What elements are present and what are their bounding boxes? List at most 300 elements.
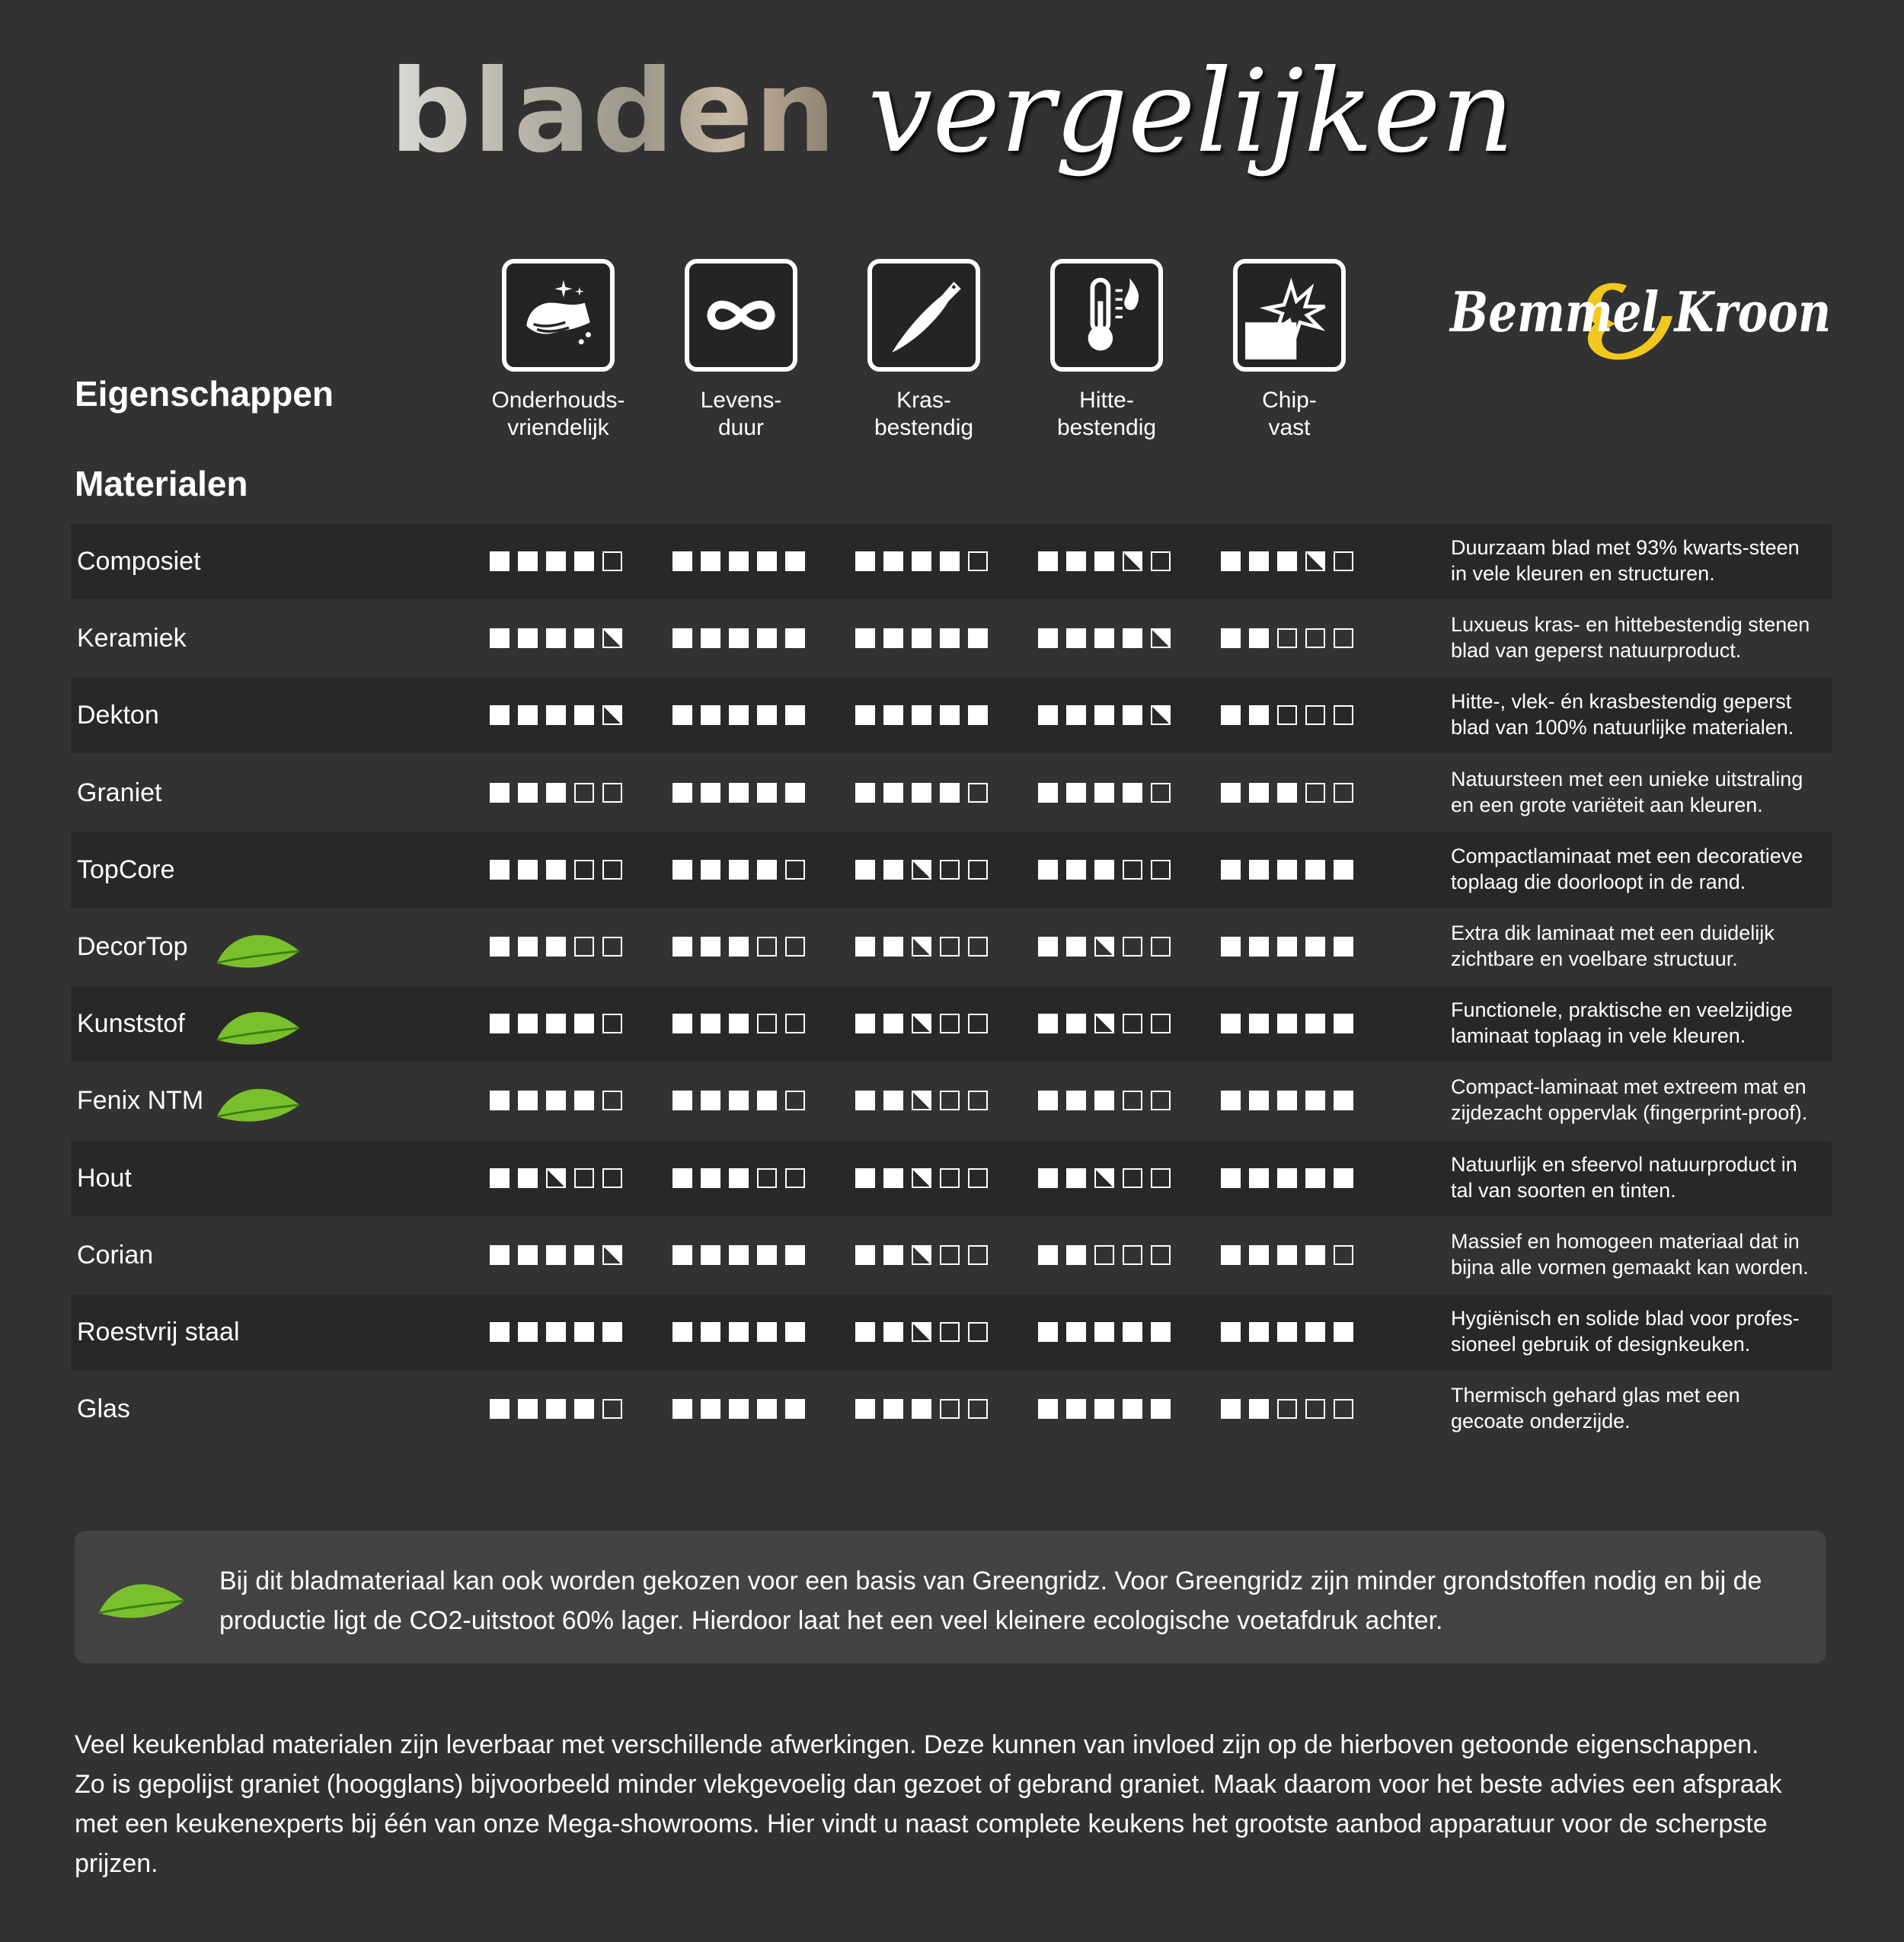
rating-square-full xyxy=(518,1168,538,1188)
rating-square-empty xyxy=(602,783,622,803)
rating-square-full xyxy=(785,783,805,803)
rating-square-full xyxy=(1249,1168,1269,1188)
rating-square-empty xyxy=(940,1245,960,1265)
rating-square-empty xyxy=(1334,705,1353,725)
rating-square-full xyxy=(883,1245,903,1265)
table-row xyxy=(71,601,1832,676)
rating-square-full xyxy=(968,705,988,725)
rating-square-empty xyxy=(940,1091,960,1110)
rating-square-empty xyxy=(574,1168,594,1188)
rating-square-full xyxy=(518,1322,538,1342)
material-description xyxy=(1451,1305,1832,1357)
rating-square-full xyxy=(1094,783,1114,803)
rating-square-full xyxy=(883,1322,903,1342)
rating-square-full xyxy=(1123,705,1142,725)
cleaning-hand-icon xyxy=(502,259,615,372)
rating-square-full xyxy=(1038,860,1058,880)
table-row xyxy=(71,1295,1832,1370)
rating-square-full xyxy=(912,783,931,803)
footer-paragraph xyxy=(75,1725,1842,1883)
rating-square-empty xyxy=(1151,1245,1171,1265)
leaf-icon xyxy=(214,1075,302,1126)
rating-square-full xyxy=(672,1245,692,1265)
title-part-vergelijken: vergelijken xyxy=(867,46,1515,178)
description-line-1: Natuurlijk en sfeervol natuurproduct in xyxy=(1451,1152,1797,1176)
rating-square-full xyxy=(729,1014,749,1033)
rating-square-full xyxy=(883,783,903,803)
rating-square-empty xyxy=(574,860,594,880)
property-label-line2: duur xyxy=(717,415,765,440)
rating-square-full xyxy=(1038,551,1058,571)
rating-square-full xyxy=(1249,1014,1269,1033)
rating-square-full xyxy=(1305,937,1325,957)
rating-square-full xyxy=(855,628,875,648)
rating-square-empty xyxy=(1151,1168,1171,1188)
rating-square-full xyxy=(1305,1168,1325,1188)
rating-square-full xyxy=(672,705,692,725)
rating-square-full xyxy=(883,551,903,571)
rating-square-full xyxy=(701,1322,720,1342)
rating-square-full xyxy=(855,1399,875,1419)
rating-square-empty xyxy=(1151,783,1171,803)
material-name: Keramiek xyxy=(77,624,187,653)
rating-square-empty xyxy=(757,1168,777,1188)
rating-square-full xyxy=(1249,860,1269,880)
rating-square-full xyxy=(546,1245,566,1265)
rating-square-full xyxy=(855,1168,875,1188)
description-line-1: Natuursteen met een unieke uitstraling xyxy=(1451,767,1803,791)
rating-square-empty xyxy=(1151,937,1171,957)
rating-square-full xyxy=(940,628,960,648)
rating-square-full xyxy=(490,1322,510,1342)
rating-square-empty xyxy=(1123,1014,1142,1033)
rating-square-full xyxy=(1123,783,1142,803)
rating-square-full xyxy=(757,1399,777,1419)
rating-square-empty xyxy=(785,1168,805,1188)
rating-square-empty xyxy=(785,1091,805,1110)
thermometer-flame-icon xyxy=(1050,259,1163,372)
rating-square-full xyxy=(1221,705,1241,725)
rating-square-full xyxy=(1038,1245,1058,1265)
rating-square-full xyxy=(883,705,903,725)
property-label-line2: bestendig xyxy=(874,415,974,440)
rating-square-full xyxy=(672,783,692,803)
note-line-2: productie ligt de CO2-uitstoot 60% lager. Hierdoor laat het een veel kleinere ecologische voetafdruk achter. xyxy=(219,1606,1443,1635)
rating-square-full xyxy=(1277,1322,1297,1342)
rating-square-full xyxy=(1305,1014,1325,1033)
description-line-1: Hitte-, vlek- én krasbestendig geperst xyxy=(1451,690,1792,714)
rating-square-full xyxy=(1277,783,1297,803)
properties-heading: Eigenschappen xyxy=(75,374,334,414)
rating-square-full xyxy=(729,1245,749,1265)
rating-square-empty xyxy=(1123,860,1142,880)
rating-square-full xyxy=(1305,1245,1325,1265)
table-row xyxy=(71,986,1832,1062)
rating-square-empty xyxy=(1305,783,1325,803)
rating-square-full xyxy=(1277,937,1297,957)
rating-square-full xyxy=(1094,1322,1114,1342)
chip-impact-icon xyxy=(1233,259,1346,372)
rating-square-full xyxy=(1066,937,1086,957)
rating-square-full xyxy=(785,628,805,648)
rating-square-full xyxy=(757,705,777,725)
rating-square-full xyxy=(1334,1091,1353,1110)
rating-square-full xyxy=(883,860,903,880)
material-description xyxy=(1451,1382,1832,1434)
rating-square-full xyxy=(1277,1091,1297,1110)
rating-square-full xyxy=(490,783,510,803)
rating-square-empty xyxy=(602,1014,622,1033)
description-line-2: en een grote variëteit aan kleuren. xyxy=(1451,793,1763,816)
rating-square-empty xyxy=(1277,1399,1297,1419)
rating-square-full xyxy=(1277,551,1297,571)
rating-square-full xyxy=(490,705,510,725)
rating-square-full xyxy=(574,1091,594,1110)
rating-square-empty xyxy=(1334,1399,1353,1419)
rating-square-full xyxy=(672,1014,692,1033)
rating-square-full xyxy=(1305,860,1325,880)
rating-square-empty xyxy=(1123,1245,1142,1265)
rating-square-full xyxy=(729,1322,749,1342)
rating-square-full xyxy=(729,628,749,648)
rating-square-full xyxy=(940,705,960,725)
material-name: Corian xyxy=(77,1240,154,1270)
rating-square-half xyxy=(1094,937,1114,957)
table-row xyxy=(71,1218,1832,1293)
rating-square-full xyxy=(518,783,538,803)
rating-square-full xyxy=(1038,783,1058,803)
rating-square-full xyxy=(757,551,777,571)
rating-square-full xyxy=(574,1014,594,1033)
material-name: Composiet xyxy=(77,547,201,576)
property-label-line1: Onderhouds- xyxy=(491,388,625,413)
rating-square-empty xyxy=(968,783,988,803)
rating-square-full xyxy=(855,1245,875,1265)
rating-square-empty xyxy=(1151,551,1171,571)
rating-square-full xyxy=(701,783,720,803)
rating-square-full xyxy=(518,937,538,957)
material-description xyxy=(1451,920,1832,972)
rating-square-full xyxy=(1066,551,1086,571)
rating-square-full xyxy=(757,1091,777,1110)
rating-square-full xyxy=(672,551,692,571)
property-label-line1: Kras- xyxy=(896,388,951,413)
rating-square-half xyxy=(912,1091,931,1110)
rating-square-full xyxy=(855,1014,875,1033)
page-title xyxy=(0,46,1904,178)
table-row xyxy=(71,1141,1832,1216)
rating-square-empty xyxy=(968,860,988,880)
material-name: Dekton xyxy=(77,701,159,730)
greengridz-note xyxy=(75,1531,1826,1663)
description-line-2: gecoate onderzijde. xyxy=(1451,1410,1631,1433)
rating-square-half xyxy=(912,1322,931,1342)
rating-square-full xyxy=(855,705,875,725)
description-line-1: Compact-laminaat met extreem mat en xyxy=(1451,1075,1807,1099)
rating-square-full xyxy=(490,1399,510,1419)
rating-square-empty xyxy=(1334,628,1353,648)
rating-square-full xyxy=(1221,551,1241,571)
rating-square-full xyxy=(757,860,777,880)
rating-square-half xyxy=(1151,628,1171,648)
rating-square-full xyxy=(546,551,566,571)
rating-square-empty xyxy=(968,1245,988,1265)
rating-square-full xyxy=(1221,1399,1241,1419)
footer-line-4: prijzen. xyxy=(75,1849,158,1878)
rating-square-full xyxy=(672,860,692,880)
rating-square-half xyxy=(602,1245,622,1265)
rating-square-full xyxy=(574,628,594,648)
property-label-line1: Chip- xyxy=(1262,388,1317,413)
rating-square-empty xyxy=(1277,705,1297,725)
rating-square-full xyxy=(1249,705,1269,725)
rating-square-empty xyxy=(968,1091,988,1110)
description-line-2: tal van soorten en tinten. xyxy=(1451,1178,1676,1202)
rating-square-full xyxy=(855,860,875,880)
rating-square-full xyxy=(490,1091,510,1110)
rating-square-full xyxy=(490,860,510,880)
property-column-chip xyxy=(1198,259,1381,442)
material-description xyxy=(1451,766,1832,818)
rating-square-full xyxy=(490,628,510,648)
material-description xyxy=(1451,1228,1832,1280)
rating-square-full xyxy=(574,705,594,725)
rating-square-full xyxy=(546,705,566,725)
rating-square-full xyxy=(729,1399,749,1419)
material-name: Glas xyxy=(77,1394,130,1424)
note-line-1: Bij dit bladmateriaal kan ook worden gekozen voor een basis van Greengridz. Voor Greengridz zijn minder grondstoffen nodig en bij de xyxy=(219,1567,1762,1595)
rating-square-empty xyxy=(602,1091,622,1110)
rating-square-empty xyxy=(940,1014,960,1033)
rating-square-full xyxy=(1123,628,1142,648)
rating-square-full xyxy=(1151,1322,1171,1342)
rating-square-full xyxy=(1038,937,1058,957)
rating-square-full xyxy=(490,551,510,571)
rating-square-full xyxy=(701,1168,720,1188)
leaf-icon xyxy=(214,921,302,972)
rating-square-empty xyxy=(1334,551,1353,571)
rating-square-full xyxy=(1123,1322,1142,1342)
rating-square-full xyxy=(1066,1245,1086,1265)
rating-square-full xyxy=(574,551,594,571)
description-line-2: zijdezacht oppervlak (fingerprint-proof). xyxy=(1451,1101,1808,1125)
rating-square-full xyxy=(546,1322,566,1342)
leaf-icon xyxy=(214,998,302,1049)
rating-square-full xyxy=(518,1399,538,1419)
rating-square-empty xyxy=(1123,1168,1142,1188)
rating-square-full xyxy=(729,860,749,880)
rating-square-half xyxy=(1151,705,1171,725)
material-name: Fenix NTM xyxy=(77,1086,204,1116)
rating-square-half xyxy=(912,860,931,880)
rating-square-full xyxy=(518,628,538,648)
bemmel-kroon-logo xyxy=(1447,270,1835,362)
rating-square-full xyxy=(1334,937,1353,957)
property-column-kras xyxy=(832,259,1015,442)
property-label-line1: Hitte- xyxy=(1079,388,1134,413)
material-name: Hout xyxy=(77,1163,132,1193)
rating-square-full xyxy=(1066,1014,1086,1033)
rating-square-empty xyxy=(968,1168,988,1188)
rating-square-half xyxy=(602,705,622,725)
rating-square-full xyxy=(757,628,777,648)
materials-heading: Materialen xyxy=(75,464,248,503)
rating-square-full xyxy=(672,628,692,648)
rating-square-full xyxy=(518,860,538,880)
description-line-1: Thermisch gehard glas met een xyxy=(1451,1384,1740,1407)
rating-square-empty xyxy=(1305,628,1325,648)
rating-square-full xyxy=(1277,1168,1297,1188)
rating-square-full xyxy=(729,551,749,571)
rating-square-full xyxy=(1221,1014,1241,1033)
rating-square-full xyxy=(1094,860,1114,880)
rating-square-full xyxy=(518,705,538,725)
rating-square-empty xyxy=(1334,783,1353,803)
rating-square-full xyxy=(490,1168,510,1188)
rating-square-full xyxy=(785,705,805,725)
rating-square-full xyxy=(1305,1091,1325,1110)
rating-square-half xyxy=(912,1014,931,1033)
rating-square-full xyxy=(1249,1091,1269,1110)
rating-square-empty xyxy=(757,937,777,957)
rating-square-full xyxy=(546,783,566,803)
rating-square-full xyxy=(1066,1399,1086,1419)
rating-square-full xyxy=(672,937,692,957)
rating-square-full xyxy=(1038,628,1058,648)
description-line-2: blad van 100% natuurlijke materialen. xyxy=(1451,716,1794,739)
rating-square-full xyxy=(855,551,875,571)
rating-square-empty xyxy=(574,783,594,803)
title-part-bladen: bladen xyxy=(389,46,838,178)
rating-square-full xyxy=(701,1245,720,1265)
rating-square-full xyxy=(1277,1245,1297,1265)
rating-square-empty xyxy=(785,860,805,880)
rating-square-half xyxy=(912,937,931,957)
material-name: TopCore xyxy=(77,854,175,884)
rating-square-full xyxy=(701,551,720,571)
material-name: Graniet xyxy=(77,778,162,807)
rating-square-full xyxy=(1094,551,1114,571)
rating-square-half xyxy=(912,1168,931,1188)
description-line-2: laminaat toplaag in vele kleuren. xyxy=(1451,1024,1746,1048)
rating-square-full xyxy=(490,1245,510,1265)
rating-square-full xyxy=(518,1091,538,1110)
rating-square-empty xyxy=(940,1168,960,1188)
material-description xyxy=(1451,1074,1832,1126)
rating-square-full xyxy=(855,1322,875,1342)
rating-square-full xyxy=(701,1091,720,1110)
rating-square-full xyxy=(883,1014,903,1033)
rating-square-empty xyxy=(1123,1091,1142,1110)
knife-icon xyxy=(867,259,980,372)
rating-square-full xyxy=(1038,1168,1058,1188)
rating-square-empty xyxy=(968,937,988,957)
description-line-1: Compactlaminaat met een decoratieve xyxy=(1451,844,1803,867)
rating-square-half xyxy=(912,1245,931,1265)
rating-square-empty xyxy=(602,1168,622,1188)
property-column-levensduur xyxy=(650,259,832,442)
rating-square-full xyxy=(1277,860,1297,880)
rating-square-empty xyxy=(574,937,594,957)
rating-square-full xyxy=(785,1322,805,1342)
rating-square-full xyxy=(883,1168,903,1188)
rating-square-full xyxy=(855,937,875,957)
rating-square-full xyxy=(1094,628,1114,648)
rating-square-full xyxy=(1066,1322,1086,1342)
rating-square-full xyxy=(1305,1322,1325,1342)
rating-square-full xyxy=(1151,1399,1171,1419)
rating-square-empty xyxy=(602,860,622,880)
rating-square-full xyxy=(1066,628,1086,648)
rating-square-empty xyxy=(1151,860,1171,880)
rating-square-full xyxy=(1334,860,1353,880)
table-row xyxy=(71,1063,1832,1139)
rating-square-empty xyxy=(940,1322,960,1342)
rating-square-full xyxy=(1094,1091,1114,1110)
property-label-line1: Levens- xyxy=(700,388,782,413)
rating-square-full xyxy=(912,551,931,571)
rating-square-full xyxy=(1334,1322,1353,1342)
rating-square-full xyxy=(1094,1399,1114,1419)
rating-square-full xyxy=(968,628,988,648)
rating-square-full xyxy=(1038,1014,1058,1033)
description-line-1: Luxueus kras- en hittebestendig stenen xyxy=(1451,613,1810,637)
rating-square-empty xyxy=(968,1322,988,1342)
rating-square-full xyxy=(1094,705,1114,725)
rating-square-full xyxy=(518,1014,538,1033)
rating-square-full xyxy=(518,1245,538,1265)
material-description xyxy=(1451,535,1832,586)
rating-square-full xyxy=(546,1399,566,1419)
rating-square-half xyxy=(1123,551,1142,571)
rating-square-full xyxy=(1277,1014,1297,1033)
rating-square-full xyxy=(729,1168,749,1188)
rating-square-full xyxy=(940,783,960,803)
rating-square-full xyxy=(1221,783,1241,803)
rating-square-empty xyxy=(968,551,988,571)
rating-square-empty xyxy=(1334,1245,1353,1265)
rating-square-full xyxy=(729,783,749,803)
rating-square-full xyxy=(1249,937,1269,957)
rating-square-full xyxy=(1038,705,1058,725)
rating-square-full xyxy=(1221,1245,1241,1265)
material-description xyxy=(1451,997,1832,1049)
rating-square-full xyxy=(672,1091,692,1110)
rating-square-full xyxy=(1123,1399,1142,1419)
rating-square-full xyxy=(701,705,720,725)
material-description xyxy=(1451,843,1832,895)
rating-square-empty xyxy=(1305,705,1325,725)
rating-square-full xyxy=(785,1399,805,1419)
property-label-line2: bestendig xyxy=(1056,415,1157,440)
infinity-icon xyxy=(685,259,797,372)
rating-square-full xyxy=(546,1014,566,1033)
rating-square-empty xyxy=(1305,1399,1325,1419)
rating-square-half xyxy=(1094,1168,1114,1188)
rating-square-full xyxy=(1038,1399,1058,1419)
rating-square-full xyxy=(883,1399,903,1419)
rating-square-empty xyxy=(968,1014,988,1033)
property-column-hitte xyxy=(1015,259,1198,442)
rating-square-full xyxy=(574,1245,594,1265)
rating-square-full xyxy=(490,1014,510,1033)
rating-square-full xyxy=(1038,1322,1058,1342)
rating-square-full xyxy=(1334,1014,1353,1033)
leaf-icon xyxy=(96,1570,187,1622)
material-description xyxy=(1451,1151,1832,1203)
table-row xyxy=(71,678,1832,753)
description-line-1: Hygiënisch en solide blad voor profes- xyxy=(1451,1307,1800,1330)
